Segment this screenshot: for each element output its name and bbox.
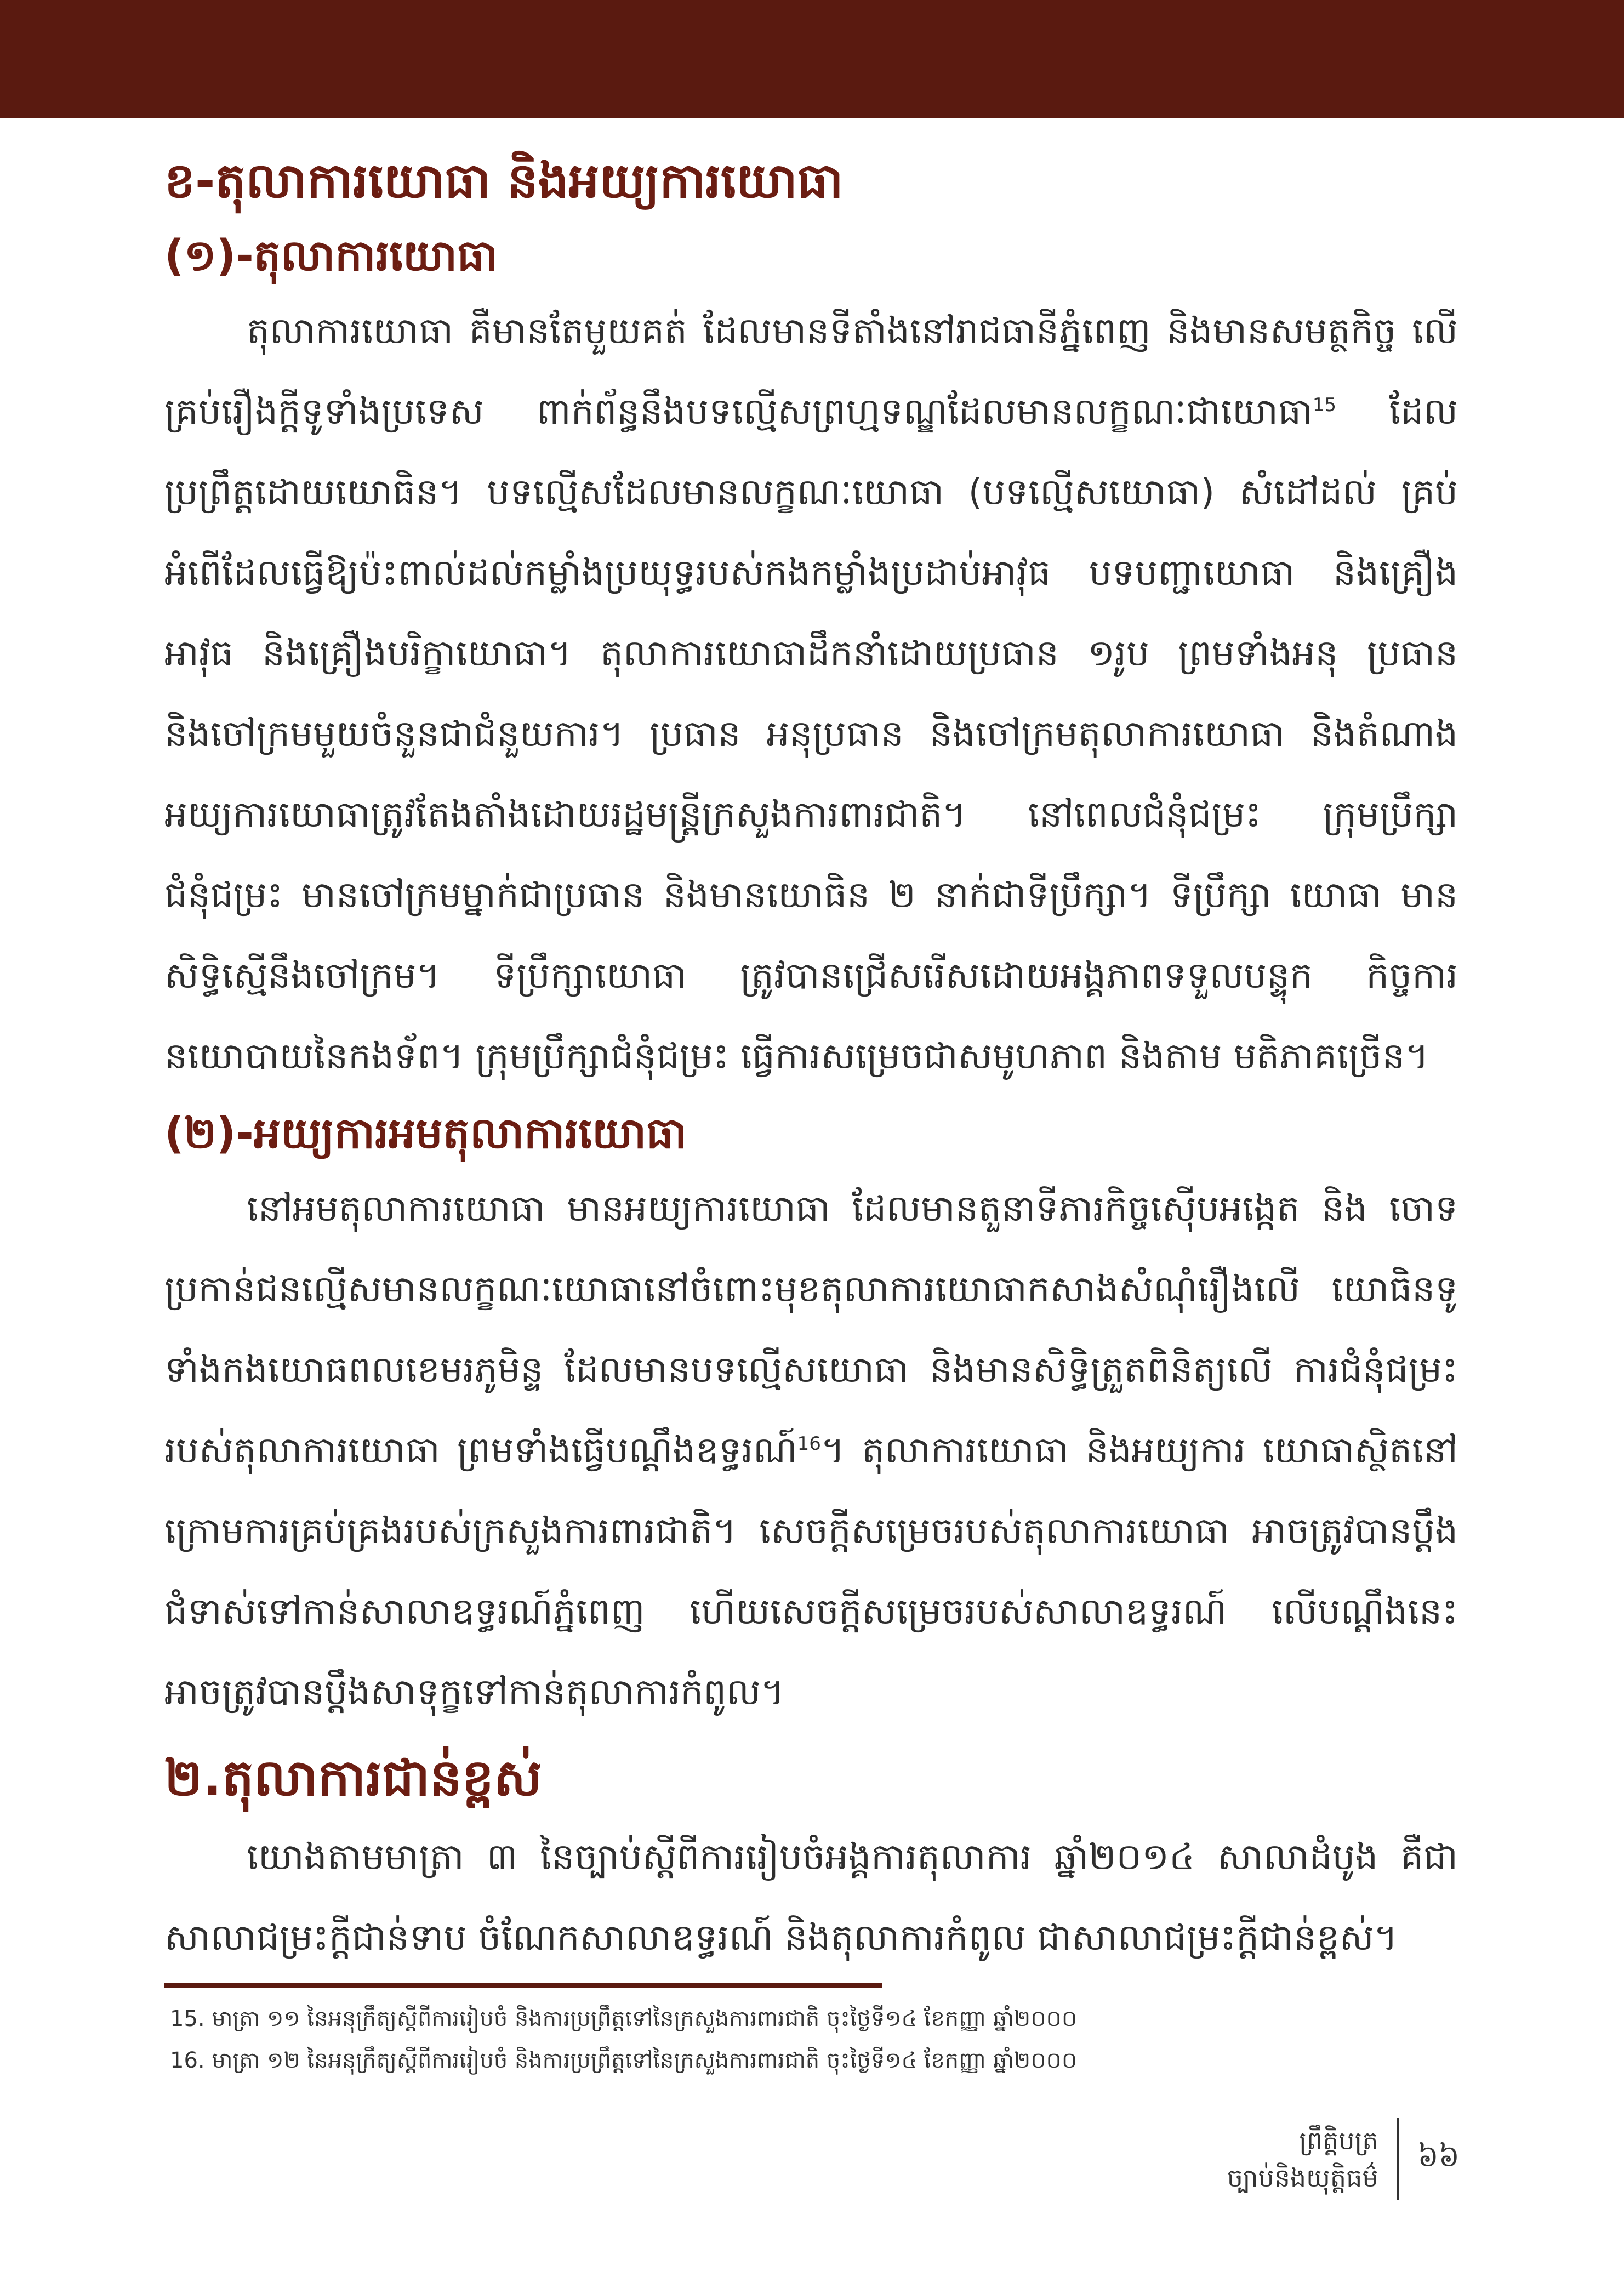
subheading-title: តុលាការយោធា xyxy=(253,231,498,281)
paragraph-military-prosecutor xyxy=(164,1168,1458,1732)
subheading-military-prosecutor xyxy=(164,1100,1458,1168)
page-footer xyxy=(1227,2118,1460,2200)
section-heading-higher-courts xyxy=(164,1740,1458,1817)
paragraph-higher-courts: យោងតាមមាត្រា ៣ នៃច្បាប់ស្តីពីការរៀបចំអង្គការតុលាការ ឆ្នាំ២០១៤ សាលាដំបូង គឺជា សាលាជម្រះក្តីជាន់ទាប ចំណែកសាលាឧទ្ធរណ៍ និងតុលាការកំពូល ជាសាលាជម្រះក្តីជាន់ខ្ពស់។ xyxy=(164,1836,1458,1959)
subheading-title: អយ្យការអមតុលាការយោធា xyxy=(253,1109,687,1158)
footnotes xyxy=(170,1998,1431,2081)
paragraph-text: ដែលប្រព្រឹត្តដោយយោធិន។ បទល្មើសដែលមានលក្ខណៈយោធា (បទល្មើសយោធា) សំដៅដល់ គ្រប់អំពើដែលធ្វើឱ្យប៉ះពាល់ដល់កម្លាំងប្រយុទ្ធរបស់កងកម្លាំងប្រដាប់អាវុធ បទបញ្ជាយោធា និងគ្រឿងអាវុធ និងគ្រឿងបរិក្ខាយោធា។ តុលាការយោធាដឹកនាំដោយប្រធាន ១រូប ព្រមទាំងអនុ ប្រធាន និងចៅក្រមមួយចំនួនជាជំនួយការ។ ប្រធាន អនុប្រធាន និងចៅក្រមតុលាការយោធា និងតំណាងអយ្យការយោធាត្រូវតែងតាំងដោយរដ្ឋមន្ត្រីក្រសួងការពារជាតិ។ នៅពេលជំនុំជម្រះ ក្រុមប្រឹក្សាជំនុំជម្រះ មានចៅក្រមម្នាក់ជាប្រធាន និងមានយោធិន ២ នាក់ជាទីប្រឹក្សា។ ទីប្រឹក្សា យោធា មានសិទ្ធិស្មើនឹងចៅក្រម។ ទីប្រឹក្សាយោធា ត្រូវបានជ្រើសរើសដោយអង្គភាពទទួលបន្ទុក កិច្ចការនយោបាយនៃកងទ័ព។ ក្រុមប្រឹក្សាជំនុំជម្រះ ធ្វើការសម្រេចជាសមូហភាព និងតាម មតិភាគច្រើន។ xyxy=(164,390,1458,1077)
page-content xyxy=(164,145,1458,1978)
section-number: ២. xyxy=(164,1749,222,1807)
publication-line-1: ព្រឹត្តិបត្រ xyxy=(1299,2126,1378,2155)
paragraph-text: នៅអមតុលាការយោធា មានអយ្យការយោធា ដែលមានតួនាទីភារកិច្ចស៊ើបអង្កេត និង ចោទប្រកាន់ជនល្មើសមានលក្ខណៈយោធានៅចំពោះមុខតុលាការយោធាកសាងសំណុំរឿងលើ យោធិនទូទាំងកងយោធពលខេមរភូមិន្ទ ដែលមានបទល្មើសយោធា និងមានសិទ្ធិត្រួតពិនិត្យលើ ការជំនុំជម្រះរបស់តុលាការយោធា ព្រមទាំងធ្វើបណ្តឹងឧទ្ធរណ៍ xyxy=(164,1187,1458,1471)
publication-name xyxy=(1227,2122,1397,2196)
subheading-number: (១)- xyxy=(164,231,254,281)
footnote-ref-16[interactable]: 16 xyxy=(797,1433,821,1455)
subheading-number: (២)- xyxy=(164,1109,254,1158)
footnote-divider xyxy=(164,1983,882,1988)
top-banner xyxy=(0,0,1624,118)
page-number: ៦៦ xyxy=(1417,2138,1460,2173)
footnote-ref-15[interactable]: 15 xyxy=(1312,394,1337,416)
paragraph-military-court xyxy=(164,291,1458,1096)
section-heading-kha: ខ-តុលាការយោធា និងអយ្យការយោធា xyxy=(164,152,844,209)
paragraph-text: ។ តុលាការយោធា និងអយ្យការ យោធាស្ថិតនៅក្រោមការគ្រប់គ្រងរបស់ក្រសួងការពារជាតិ។ សេចក្តីសម្រេចរបស់តុលាការយោធា អាចត្រូវបានប្តឹងជំទាស់ទៅកាន់សាលាឧទ្ធរណ៍ភ្នំពេញ ហើយសេចក្តីសម្រេចរបស់សាលាឧទ្ធរណ៍ លើបណ្តឹងនេះ អាចត្រូវបានប្តឹងសាទុក្ខទៅកាន់តុលាការកំពូល។ xyxy=(164,1429,1458,1713)
section-title: តុលាការជាន់ខ្ពស់ xyxy=(221,1749,542,1807)
subheading-military-court xyxy=(164,222,1458,291)
publication-line-2: ច្បាប់និងយុត្តិធម៌ xyxy=(1227,2163,1378,2193)
footnote-15: 15. មាត្រា ១១ នៃអនុក្រឹត្យស្តីពីការរៀបចំ និងការប្រព្រឹត្តទៅនៃក្រសួងការពារជាតិ ចុះថ្ងៃទី១៤ ខែកញ្ញា ឆ្នាំ២០០០ xyxy=(170,2006,1078,2031)
footnote-16: 16. មាត្រា ១២ នៃអនុក្រឹត្យស្តីពីការរៀបចំ និងការប្រព្រឹត្តទៅនៃក្រសួងការពារជាតិ ចុះថ្ងៃទី១៤ ខែកញ្ញា ឆ្នាំ២០០០ xyxy=(170,2048,1078,2073)
paragraph-text: តុលាការយោធា គឺមានតែមួយគត់ ដែលមានទីតាំងនៅរាជធានីភ្នំពេញ និងមានសមត្ថកិច្ច លើគ្រប់រឿងក្តីទូទាំងប្រទេស ពាក់ព័ន្ធនឹងបទល្មើសព្រហ្មទណ្ឌដែលមានលក្ខណៈជាយោធា xyxy=(164,310,1458,432)
